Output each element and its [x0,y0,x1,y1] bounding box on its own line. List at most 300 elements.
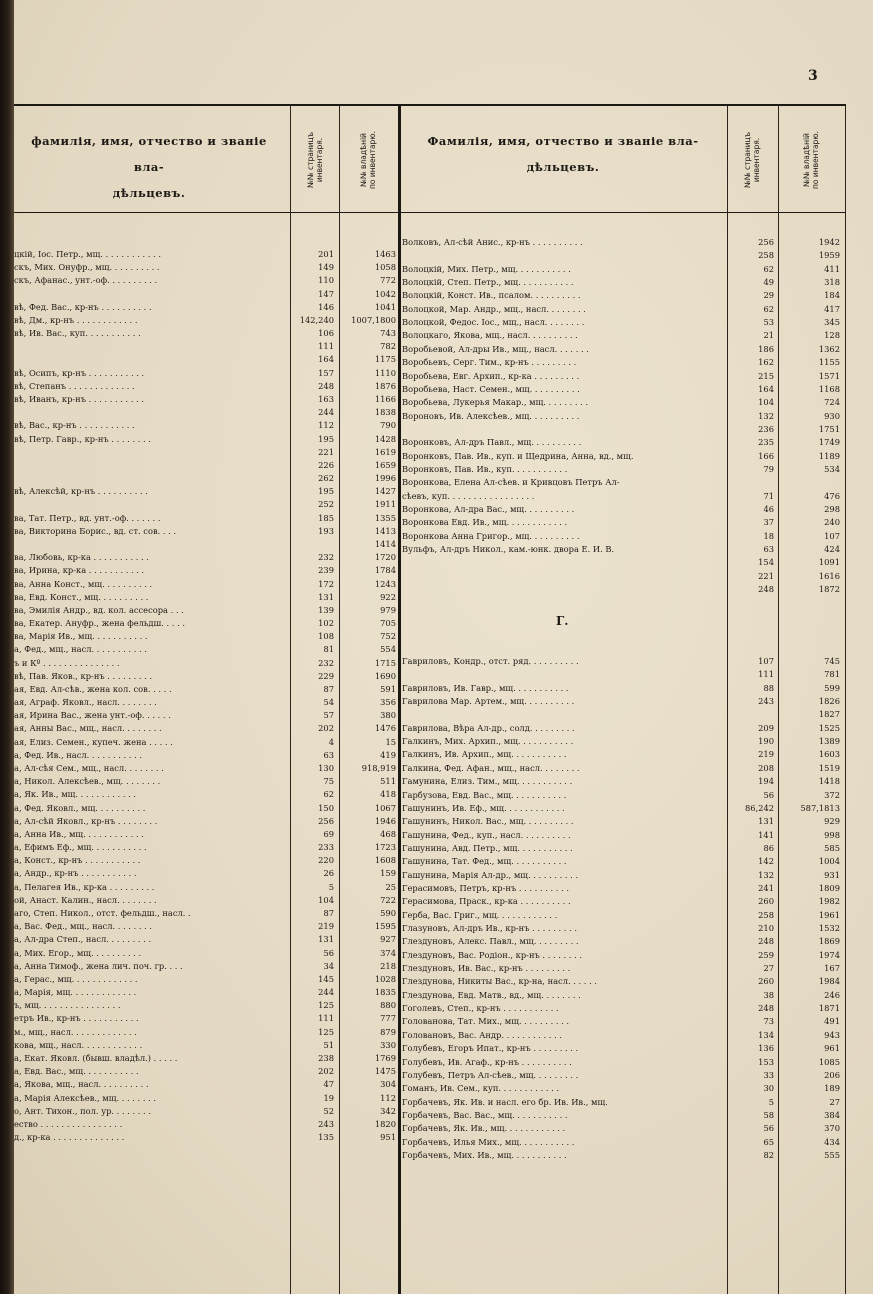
holding-number: 112 [380,1092,396,1103]
owner-name: а, Мих. Егор., мщ. . . . . . . . . . [14,947,142,958]
holding-number: 931 [824,869,840,880]
owner-name: а, Пелагея Ив., кр-ка . . . . . . . . . [14,881,155,892]
holding-number: 1942 [818,237,840,247]
owner-name [402,583,724,596]
inventory-page-number: 63 [323,749,334,760]
holding-number: 1189 [818,450,840,461]
inventory-page-number: 49 [763,277,774,288]
owner-name: ая, Евд. Ал-сѣв., жена кол. сов. . . . . [14,683,172,694]
owner-name: ва, Евд. Конст., мщ. . . . . . . . . . [14,591,149,602]
table-row [0,1096,873,1109]
table-row [0,630,873,643]
table-row [0,396,873,409]
inventory-page-number: 139 [318,604,334,615]
owner-name: Волоцкаго, Якова, мщ., насл. . . . . . . . . . [402,330,578,341]
inventory-page-number: 86 [763,842,774,853]
holding-number: 1608 [374,855,396,866]
inventory-page-number: 258 [758,250,774,261]
owner-name: вѣ, Петр. Гавр., кр-нъ . . . . . . . . [14,433,151,444]
inventory-page-number: 141 [758,829,774,840]
holding-number: 342 [380,1105,396,1116]
holding-number: 1616 [818,570,840,581]
holding-number: 1427 [374,486,396,497]
holding-number: 1042 [374,288,396,299]
holding-number: 1041 [374,301,396,312]
inventory-page-number: 131 [758,816,774,827]
holding-number: 25 [385,881,396,892]
holding-number: 922 [380,591,396,602]
inventory-page-number: 256 [318,815,334,826]
table-row [0,329,873,342]
holding-number: 491 [824,1016,840,1027]
owner-name: Гавриловъ, Ив. Гавр., мщ. . . . . . . . . . . [402,682,569,693]
holding-number: 1619 [374,446,396,457]
table-row [0,617,873,630]
owner-name: Глездунова, Евд. Матв., вд., мщ. . . . . . . . [402,989,581,1000]
inventory-page-number: 110 [318,275,334,286]
inventory-page-number: 107 [758,656,774,666]
holding-number: 1974 [818,949,840,960]
inventory-page-number: 34 [323,960,334,971]
table-row [0,1042,873,1055]
owner-name: Голованова, Тат. Мих., мщ. . . . . . . . . . [402,1016,570,1027]
inventory-page-number: 145 [318,973,334,984]
inventory-page-number: 260 [758,896,774,907]
owner-name: Герба, Вас. Григ., мщ. . . . . . . . . . . . [402,909,558,920]
owner-name: вѣ, Фед. Вас., кр-нъ . . . . . . . . . . [14,301,152,312]
owner-name: Глездуновъ, Вас. Родіон., кр-нъ . . . . . . . . [402,949,582,960]
holding-number: 1876 [374,380,396,391]
holding-number: 1659 [374,459,396,470]
holding-number: 534 [824,463,840,474]
holding-number: 1751 [818,423,840,434]
inventory-page-number: 54 [323,697,334,708]
owner-name: а, Конст., кр-нъ . . . . . . . . . . . [14,855,141,866]
table-row [0,236,873,249]
holding-number: 1091 [818,557,840,568]
holding-number: 1784 [374,565,396,576]
holding-number: 1826 [818,696,840,707]
table-row [0,503,873,516]
inventory-page-number: 134 [758,1029,774,1040]
owner-name: ая, Анны Вас., мщ., насл. . . . . . . . [14,723,162,734]
holding-number: 927 [380,934,396,945]
inventory-page-number: 37 [763,517,774,528]
inventory-page-number: 210 [758,923,774,933]
holding-number: 417 [824,303,840,314]
holding-number: 159 [380,868,396,879]
owner-name: ва, Эмилія Андр., вд. кол. ассесора . . . [14,604,184,615]
table-row [0,316,873,329]
holding-number: 1389 [818,736,840,747]
holding-number [778,476,840,489]
holding-number: 998 [824,829,840,840]
inventory-page-number: 86,242 [744,802,774,813]
owner-name: Глездуновъ, Алекс. Павл., мщ. . . . . . . . . [402,936,579,947]
inventory-page-number: 166 [758,450,774,461]
holding-number: 880 [380,1000,396,1011]
table-row [0,604,873,617]
owner-name: Воронковъ, Пав. Ив., куп. и Щедрина, Анна, вд., мщ. [402,450,634,461]
table-row [0,289,873,302]
inventory-page-number: 18 [763,530,774,541]
inventory-page-number: 232 [318,552,334,563]
holding-number: 1869 [818,936,840,947]
inventory-page-number: 202 [318,1066,334,1077]
owner-name: ъ, мщ. . . . . . . . . . . . . . . . [14,1000,121,1011]
inventory-page-number: 38 [763,989,774,1000]
owner-name: а, Якова, мщ., насл. . . . . . . . . . [14,1079,149,1090]
holding-number: 1428 [374,433,396,444]
owner-name: Гамунина, Елиз. Тим., мщ. . . . . . . . . . . [402,776,573,787]
table-row [0,775,873,788]
inventory-page-number: 19 [323,1092,334,1103]
table-row [0,370,873,383]
holding-number: 705 [380,618,396,629]
owner-name: а, Як. Ив., мщ. . . . . . . . . . . . [14,789,137,800]
inventory-page-number: 164 [318,354,334,365]
inventory-page-number [722,708,774,721]
table-row [0,1029,873,1042]
owner-name: Герасимова, Праск., кр-ка . . . . . . . . . . [402,896,571,907]
holding-number: 240 [824,517,840,528]
owner-name: а, Ал-сѣй Яковл., кр-нъ . . . . . . . . [14,815,158,826]
owner-name: Волоцкій, Мих. Петр., мщ. . . . . . . . . . . [402,263,571,274]
holding-number: 418 [380,789,396,800]
left-holding-col-header: №№ владѣній по инвентарю. [359,131,377,190]
right-name-header: Фамилія, имя, отчество и званіе вла- дѣльцевъ. [427,134,699,174]
table-row [0,962,873,975]
table-row [0,802,873,815]
inventory-page-number: 258 [758,909,774,920]
inventory-page-number: 208 [758,762,774,773]
holding-number: 1476 [374,723,396,734]
inventory-page-number: 88 [763,682,774,693]
inventory-page-number: 62 [763,303,774,314]
holding-number: 218 [380,960,396,971]
holding-number: 1166 [374,393,396,404]
right-page-col-header: №№ страницъ инвентаря. [743,132,761,189]
inventory-page-number: 243 [318,1118,334,1129]
inventory-page-number: 111 [318,341,334,352]
owner-name: Гарбузова, Евд. Вас., мщ. . . . . . . . . . . [402,789,567,800]
owner-name [402,249,724,262]
table-row [0,436,873,449]
owner-name: Гашунина, Тат. Фед., мщ. . . . . . . . . . . [402,856,567,867]
inventory-page-number: 4 [328,736,334,747]
holding-number: 1872 [818,584,840,595]
table-row [0,556,873,569]
inventory-page-number: 147 [318,288,334,299]
holding-number: 15 [385,736,396,747]
holding-number: 468 [380,828,396,839]
header-bottom-rule [14,212,846,213]
table-row [0,343,873,356]
page-number: 3 [808,68,818,84]
left-page-col-header: №№ страницъ инвентаря. [306,132,324,189]
inventory-page-number: 221 [318,446,334,457]
table-row [0,570,873,583]
owner-name: Вороновъ, Ив. Алексѣев., мщ. . . . . . . . . . [402,410,580,421]
owner-name: сѣевъ, куп. . . . . . . . . . . . . . . . . [402,490,535,501]
owner-name: а, Ал-дра Степ., насл. . . . . . . . . [14,934,152,945]
owner-name: Воронковъ, Пав. Ив., куп. . . . . . . . . . . [402,463,568,474]
owner-name: ва, Тат. Петр., вд. унт.-оф. . . . . . . [14,512,161,523]
owner-name: Горбачевъ, Илья Мих., мщ. . . . . . . . . . . [402,1136,575,1147]
owner-name: ва, Екатер. Ануфр., жена фельдш. . . . . [14,618,185,629]
table-row [0,789,873,802]
holding-number: 1414 [374,538,396,549]
holding-number: 128 [824,330,840,341]
owner-name: кова, мщ., насл. . . . . . . . . . . . [14,1039,143,1050]
table-row [0,450,873,463]
inventory-page-number: 136 [758,1043,774,1054]
owner-name: Воронкова Анна Григор., мщ. . . . . . . . . . [402,530,580,541]
inventory-page-number: 259 [758,949,774,960]
holding-number: 777 [380,1013,396,1024]
inventory-page-number: 215 [758,370,774,381]
table-row [0,249,873,262]
owner-name: Воронкова, Ал-дра Вас., мщ. . . . . . . . . . [402,504,575,514]
owner-name: Герасимовъ, Петръ, кр-нъ . . . . . . . . . . [402,882,569,893]
inventory-page-number: 260 [758,976,774,987]
owner-name: Воронкова Евд. Ив., мщ. . . . . . . . . . . . [402,517,568,528]
owner-name: Гашунина, Авд. Петр., мщ. . . . . . . . . . . [402,842,573,853]
holding-number: 929 [824,816,840,827]
owner-name: Воробьева, Евг. Архип., кр-ка . . . . . . . . . [402,370,580,381]
inventory-page-number: 195 [318,433,334,444]
holding-number: 1961 [818,909,840,920]
table-row [0,682,873,695]
holding-number: 318 [824,277,840,288]
holding-number: 1355 [374,512,396,523]
holding-number: 951 [380,1132,396,1143]
owner-name: Гашунина, Марія Ал-др., мщ. . . . . . . . . . [402,869,579,880]
inventory-page-number: 209 [758,722,774,733]
holding-number: 590 [380,908,396,918]
owner-name: ва, Викторина Борис., вд. ст. сов. . . . [14,525,177,536]
holding-number: 1603 [818,749,840,760]
owner-name: цкій, Іос. Петр., мщ. . . . . . . . . . . . [14,249,161,259]
owner-name: Горбачевъ, Вас. Вас., мщ. . . . . . . . . . . [402,1109,568,1120]
table-row [0,855,873,868]
owner-name: вѣ, Вас., кр-нъ . . . . . . . . . . . [14,420,135,431]
holding-number: 918,919 [361,763,396,774]
owner-name: о, Ант. Тихон., пол. ур. . . . . . . . [14,1105,151,1116]
table-row [0,829,873,842]
inventory-page-number: 201 [318,249,334,259]
holding-number: 743 [380,328,396,339]
inventory-page-number: 219 [318,921,334,932]
holding-number: 1175 [374,354,396,365]
table-row [0,735,873,748]
inventory-page-number: 81 [323,644,334,655]
holding-number: 1749 [818,437,840,448]
inventory-page-number: 202 [318,723,334,734]
inventory-page-number: 58 [763,1109,774,1120]
section-letter: Г. [556,614,569,628]
inventory-page-number: 29 [763,290,774,301]
table-row [0,882,873,895]
owner-name: Воронковъ, Ал-дръ Павл., мщ. . . . . . . . . . [402,437,582,448]
inventory-page-number: 244 [318,407,334,418]
inventory-page-number: 69 [323,828,334,839]
inventory-page-number: 46 [763,504,774,514]
owner-name: етръ Ив., кр-нъ . . . . . . . . . . . [14,1013,139,1024]
table-row [0,1015,873,1028]
inventory-page-number: 106 [318,328,334,339]
inventory-page-number: 82 [763,1149,774,1160]
table-row [0,263,873,276]
holding-number: 1720 [374,552,396,563]
owner-name: Голубевъ, Егоръ Ипат., кр-нъ . . . . . . . . . [402,1043,579,1054]
inventory-page-number: 150 [318,802,334,813]
holding-number: 356 [380,697,396,708]
inventory-page-number: 244 [318,987,334,998]
left-name-header: фамилія, имя, отчество и званіе вла- дѣльцевъ. [31,134,267,200]
table-row [0,356,873,369]
holding-number: 585 [824,842,840,853]
holding-number: 1827 [818,709,840,720]
holding-number: 1110 [374,367,396,378]
owner-name: Гашунинъ, Ив. Еф., мщ. . . . . . . . . . . . [402,802,565,813]
holding-number: 1959 [818,250,840,261]
table-row [0,1109,873,1122]
owner-name: ой, Анаст. Калин., насл. . . . . . . . [14,894,157,905]
table-row [0,722,873,735]
inventory-page-number: 56 [763,789,774,800]
owner-name: а, Марія Алексѣев., мщ. . . . . . . . [14,1092,157,1103]
inventory-page-number: 62 [323,789,334,800]
owner-name: а, Анна Ив., мщ. . . . . . . . . . . . [14,828,144,839]
inventory-page-number: 56 [323,947,334,958]
owner-name [402,570,724,583]
holding-number: 943 [824,1029,840,1040]
inventory-page-number: 135 [318,1132,334,1143]
inventory-page-number: 164 [758,383,774,394]
table-row [0,1056,873,1069]
holding-number: 345 [824,317,840,328]
owner-name: вѣ, Ив. Вас., куп. . . . . . . . . . . [14,328,141,339]
holding-number: 374 [380,947,396,958]
owner-name: Волоцкой, Федос. Іос., мщ., насл. . . . . . . . [402,317,585,328]
inventory-page-number: 125 [318,1026,334,1037]
holding-number: 591 [380,683,396,694]
owner-name: скъ, Афанас., унт.-оф. . . . . . . . . . [14,275,158,286]
inventory-page-number: 125 [318,1000,334,1011]
holding-number: 1004 [818,856,840,867]
table-row [0,543,873,556]
table-row [0,815,873,828]
holding-number: 1996 [374,473,396,484]
owner-name: Воронкова, Елена Ал-сѣев. и Кривцовъ Петръ Ал- [402,477,620,488]
table-row [0,1149,873,1162]
holding-number: 930 [824,410,840,421]
owner-name: а, Анна Тимоф., жена лич. поч. гр. . . . [14,960,183,971]
inventory-page-number: 252 [318,499,334,510]
owner-name: Воробьевой, Ал-дры Ив., мщ., насл. . . . . . . [402,343,589,354]
holding-number: 304 [380,1079,396,1090]
owner-name: скъ, Мих. Онуфр., мщ. . . . . . . . . . [14,262,160,273]
inventory-page-number: 33 [763,1069,774,1080]
owner-name [402,423,724,436]
owner-name: вѣ, Алексѣй, кр-нъ . . . . . . . . . . [14,486,148,497]
owner-name: Воробьевъ, Серг. Тим., кр-нъ . . . . . . . . . [402,357,577,368]
owner-name: ая, Аграф. Яковл., насл. . . . . . . . [14,697,157,708]
holding-number: 330 [380,1039,396,1050]
owner-name: вѣ, Осипъ, кр-нъ . . . . . . . . . . . [14,367,145,378]
inventory-page-number: 248 [318,380,334,391]
holding-number: 1723 [374,842,396,853]
inventory-page-number: 233 [318,842,334,853]
owner-name: вѣ, Степанъ . . . . . . . . . . . . . [14,380,135,391]
inventory-page-number: 236 [758,423,774,434]
table-row [0,695,873,708]
inventory-page-number: 53 [763,317,774,328]
holding-number: 1571 [818,370,840,381]
owner-name: а, Герас., мщ. . . . . . . . . . . . . [14,973,138,984]
holding-number: 1067 [374,802,396,813]
inventory-page-number: 142,240 [299,314,334,325]
table-row [0,583,873,596]
holding-number: 772 [380,275,396,286]
inventory-page-number: 27 [763,963,774,974]
inventory-page-number: 71 [763,490,774,501]
owner-name: Гашунинъ, Никол. Вас., мщ. . . . . . . . . . [402,816,574,827]
table-row [0,949,873,962]
owner-name: вѣ, Дм., кр-нъ . . . . . . . . . . . . [14,314,138,325]
owner-name: Волоцкой, Мар. Андр., мщ., насл. . . . . . . . [402,303,586,314]
owner-name: ъ и Кº . . . . . . . . . . . . . . . [14,657,120,668]
holding-number: 722 [380,894,396,905]
inventory-page-number: 219 [758,749,774,760]
holding-number: 1769 [374,1052,396,1063]
holding-number: 1519 [818,762,840,773]
inventory-page-number: 104 [318,894,334,905]
inventory-page-number: 51 [323,1039,334,1050]
owner-name: ество . . . . . . . . . . . . . . . . [14,1118,123,1129]
owner-name: Горбачевъ, Як. Ив. и насл. его бр. Ив. Ив., мщ. [402,1096,608,1107]
inventory-page-number: 65 [763,1136,774,1147]
owner-name: а, Андр., кр-нъ . . . . . . . . . . . [14,868,137,879]
holding-number: 384 [824,1109,840,1120]
holding-number: 879 [380,1026,396,1037]
owner-name: Глазуновъ, Ал-дръ Ив., кр-нъ . . . . . . . . . [402,923,577,933]
inventory-page-number: 221 [758,570,774,581]
holding-number: 1809 [818,882,840,893]
inventory-page-number: 195 [318,486,334,497]
table-row [0,476,873,489]
holding-number: 372 [824,789,840,800]
owner-name: Гаврилова, Вѣра Ал-др., солд. . . . . . . . . [402,722,575,733]
inventory-page-number: 111 [758,669,774,680]
table-row [0,935,873,948]
owner-name: Гаврилова Мар. Артем., мщ. . . . . . . . . . [402,696,575,707]
table-row [0,423,873,436]
inventory-page-number: 248 [758,584,774,595]
owner-name [402,668,724,681]
holding-number: 599 [824,682,840,693]
table-row [0,989,873,1002]
holding-number: 380 [380,710,396,721]
owner-name: а, Евд. Вас., мщ. . . . . . . . . . . [14,1066,139,1077]
holding-number: 1413 [374,525,396,536]
holding-number: 555 [824,1149,840,1160]
table-row [0,463,873,476]
table-row [0,708,873,721]
owner-name: ва, Анна Конст., мщ. . . . . . . . . . [14,578,153,589]
inventory-page-number: 131 [318,934,334,945]
